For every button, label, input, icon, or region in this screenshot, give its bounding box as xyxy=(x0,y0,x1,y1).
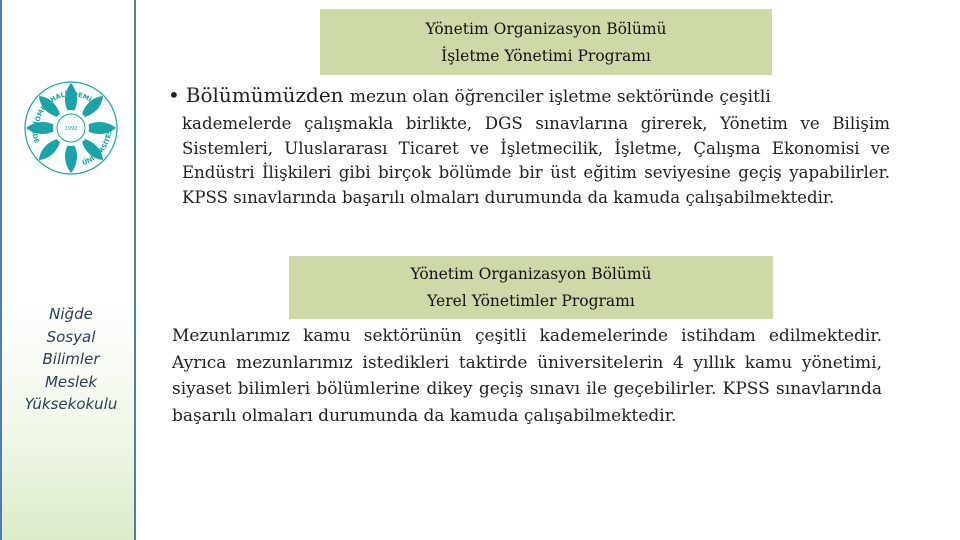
school-name-line: Yüksekokulu xyxy=(24,395,118,413)
section1-paragraph xyxy=(168,80,890,210)
section1-lead-rest: mezun olan öğrenciler işletme sektöründe çeşitli xyxy=(349,87,771,107)
section1-title-line1: Yönetim Organizasyon Bölümü xyxy=(425,20,667,38)
school-name-line: Sosyal xyxy=(46,327,96,346)
school-name xyxy=(4,303,138,416)
school-name-line: Meslek xyxy=(44,372,98,391)
section2-title xyxy=(289,256,773,319)
section1-title xyxy=(320,9,772,75)
logo-center-year: 1992 xyxy=(64,126,78,132)
sidebar xyxy=(0,0,136,540)
university-logo xyxy=(19,73,123,183)
section1-body: kademelerde çalışmakla birlikte, DGS sınavlarına girerek, Yönetim ve Bilişim Sistemleri, Uluslararası Ticaret ve İşletmecilik, İşletme, Çalışma Ekonomisi ve Endüstri İlişkileri gibi birçok bölümde bir üst eğitim seviyesine geçiş yapabilirler. KPSS sınavlarında başarılı olmaları durumunda da kamuda çalışabilmektedir. xyxy=(182,114,890,207)
bullet-icon: • xyxy=(168,83,180,107)
section2-title-line2: Yerel Yönetimler Programı xyxy=(427,292,635,310)
section1-lead xyxy=(168,80,890,112)
section2-paragraph: Mezunlarımız kamu sektörünün çeşitli kademelerinde istihdam edilmektedir. Ayrıca mezunlarımız istedikleri taktirde üniversitelerin 4 yıllık kamu yönetimi, siyaset bilimleri bölümlerine dikey geçiş sınavı ile geçebilirler. KPSS sınavlarında başarılı olmaları durumunda da kamuda çalışabilmektedir. xyxy=(172,326,882,426)
logo-ring-right: ÜNİVERSİTESİ xyxy=(81,127,114,167)
section1-title-line2: İşletme Yönetimi Programı xyxy=(441,47,651,65)
section1-lead-large: Bölümümüzden xyxy=(185,83,344,107)
logo-ring-left: NİĞDE xyxy=(30,120,41,145)
school-name-line: Niğde xyxy=(49,305,93,323)
logo-ring-top: ÖMER HALİSDEMİR xyxy=(33,89,98,123)
school-name-line: Bilimler xyxy=(42,350,100,368)
section2-title-line1: Yönetim Organizasyon Bölümü xyxy=(410,265,652,283)
